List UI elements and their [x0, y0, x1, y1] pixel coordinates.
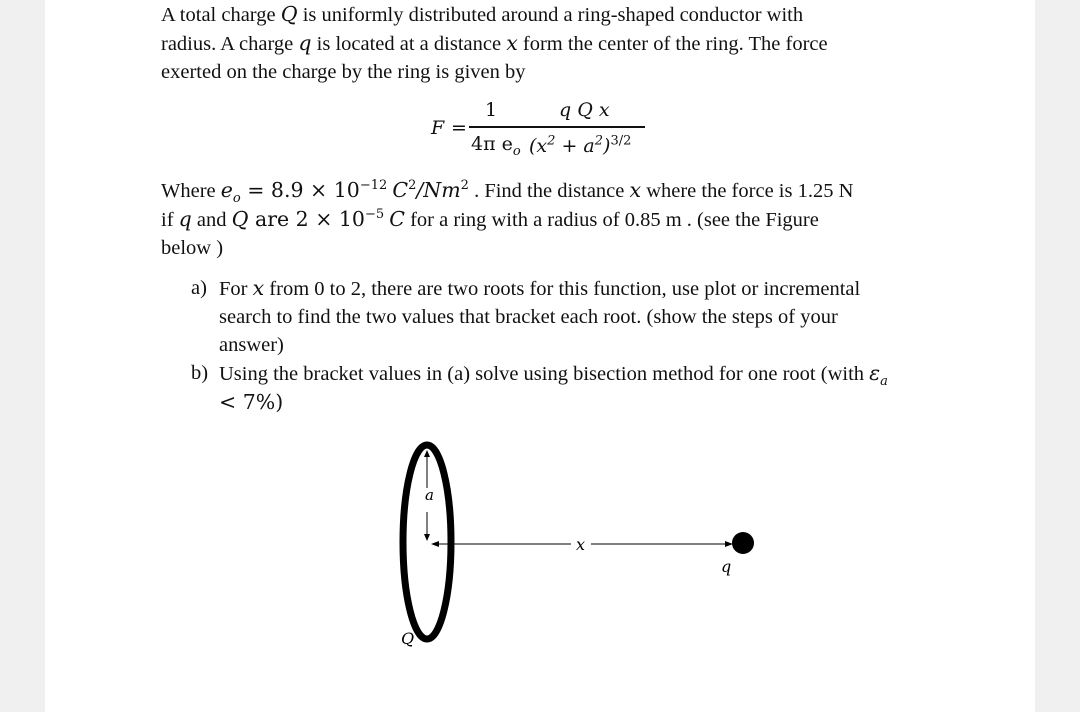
problem-intro	[161, 0, 921, 86]
question-list	[191, 274, 901, 417]
question-text: from 0 to 2, there are two roots for this function, use plot or incremental search to find the two values that bracket each root. (show the steps of your answer)	[219, 278, 861, 356]
symbol-x: x	[506, 31, 518, 55]
exponent: 2	[408, 178, 417, 194]
point-charge	[732, 532, 754, 554]
formula-lhs: F	[431, 117, 445, 139]
given-text: for a ring with a radius of 0.85 m . (see the Figure	[404, 209, 819, 231]
given-text: where the force is 1.25 N	[641, 180, 854, 202]
intro-text: A total charge	[161, 4, 281, 26]
symbol-Q: Q	[231, 207, 249, 231]
symbol-x: x	[252, 276, 265, 300]
symbol-C: C	[392, 178, 409, 202]
symbol-Q: Q	[280, 2, 298, 26]
fraction-bar	[469, 126, 645, 128]
given-text: if	[161, 209, 179, 231]
question-label: a)	[191, 277, 207, 299]
intro-text: exerted on the charge by the ring is given by	[161, 61, 526, 83]
formula-denominator-left	[471, 130, 521, 158]
force-formula	[431, 94, 671, 160]
symbol-x: x	[629, 178, 642, 202]
den-right-sup1: 2	[547, 133, 556, 149]
formula-numerator-right: q Q x	[559, 99, 610, 121]
symbol-C: C	[389, 207, 405, 231]
symbol-e: e	[220, 178, 233, 202]
den-right-exponent: 3/2	[610, 133, 632, 149]
given-text: and	[191, 209, 232, 231]
question-text: Using the bracket values in (a) solve using bisection method for one root (with	[219, 363, 870, 385]
symbol-q: q	[298, 31, 312, 55]
radius-arrow-head	[424, 534, 430, 541]
formula-numerator-left: 1	[485, 99, 498, 121]
label-a: a	[425, 486, 434, 504]
symbol-epsilon: ε	[869, 361, 881, 385]
den-left-text: 4π e	[471, 133, 513, 155]
question-text: For	[219, 278, 253, 300]
unit-Nm: /Nm	[416, 178, 461, 202]
given-text: are 2 × 10	[248, 207, 365, 231]
den-left-sub: o	[512, 143, 521, 159]
label-Q: Q	[401, 629, 415, 648]
intro-text: is located at a distance	[311, 33, 507, 55]
den-right-c: )	[603, 135, 611, 157]
ring-diagram	[401, 440, 791, 660]
symbol-epsilon-sub: a	[880, 374, 888, 390]
formula-equals: =	[451, 117, 467, 139]
given-text: below )	[161, 237, 224, 259]
given-text: = 8.9 × 10	[240, 178, 360, 202]
symbol-q: q	[178, 207, 192, 231]
label-x: x	[576, 535, 586, 554]
intro-text: form the center of the ring. The force	[517, 33, 828, 55]
question-b	[191, 359, 901, 417]
distance-arrow-head	[431, 541, 439, 547]
given-text: . Find the distance	[468, 180, 630, 202]
intro-text: is uniformly distributed around a ring-shaped conductor with	[297, 4, 804, 26]
den-right-a: (x	[529, 135, 548, 157]
ring-figure	[401, 440, 791, 668]
intro-text: radius. A charge	[161, 33, 299, 55]
den-right-b: + a	[555, 135, 595, 157]
given-values	[161, 176, 853, 262]
distance-arrow-head	[725, 541, 733, 547]
formula-denominator-right	[529, 132, 631, 160]
label-q: q	[721, 557, 732, 576]
radius-arrow-head	[424, 450, 430, 457]
question-a	[191, 274, 901, 359]
symbol-e-sub: o	[232, 191, 241, 207]
exponent: −12	[359, 178, 388, 194]
question-text: < 7%)	[219, 390, 284, 414]
given-text: Where	[161, 180, 221, 202]
den-right-sup2: 2	[594, 133, 604, 149]
question-label: b)	[191, 362, 209, 384]
exponent: −5	[364, 207, 385, 223]
document-page	[45, 0, 1035, 712]
exponent: 2	[460, 178, 469, 194]
